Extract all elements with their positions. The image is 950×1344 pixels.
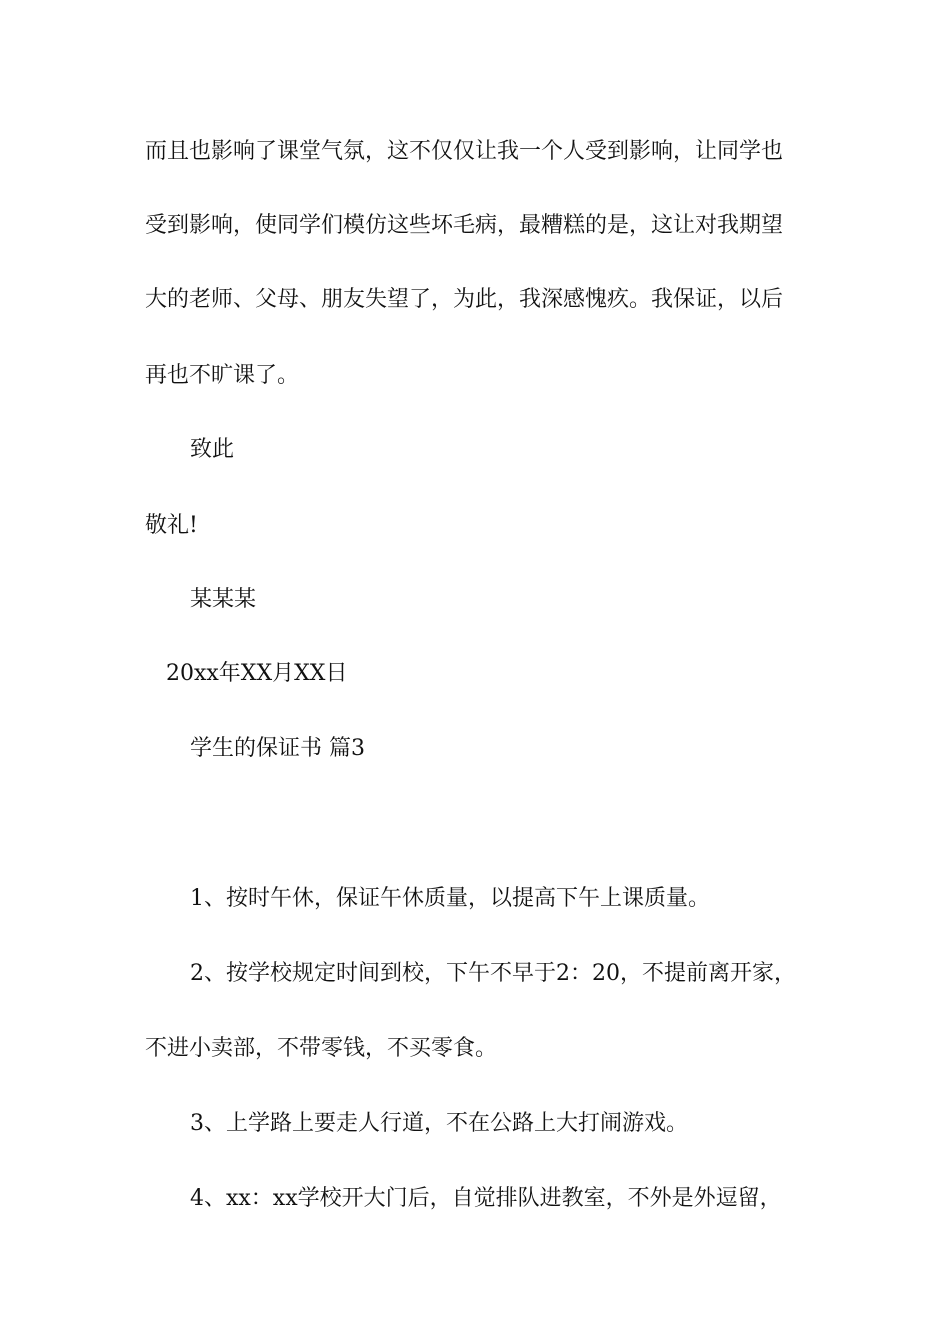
rule-item: 4、xx：xx学校开大门后，自觉排队进教室，不外是外逗留， [190,1186,782,1211]
signature: 某某某 [190,587,257,612]
paragraph-line: 受到影响，使同学们模仿这些坏毛病，最糟糕的是，这让对我期望 [145,213,784,238]
rule-item: 1、按时午休，保证午休质量，以提高下午上课质量。 [190,886,710,911]
paragraph-line: 大的老师、父母、朋友失望了，为此，我深感愧疚。我保证，以后 [145,287,784,312]
closing-line: 致此 [190,437,235,462]
paragraph-line: 再也不旷课了。 [145,363,300,388]
date: 20xx年XX月XX日 [166,661,348,686]
rule-item-continuation: 不进小卖部，不带零钱，不买零食。 [145,1036,498,1061]
salute-line: 敬礼! [145,513,198,538]
rule-item: 3、上学路上要走人行道，不在公路上大打闹游戏。 [190,1111,688,1136]
rule-item: 2、按学校规定时间到校，下午不早于2：20，不提前离开家， [190,961,796,986]
section-title: 学生的保证书 篇3 [190,736,365,761]
paragraph-line: 而且也影响了课堂气氛，这不仅仅让我一个人受到影响，让同学也 [145,139,784,164]
